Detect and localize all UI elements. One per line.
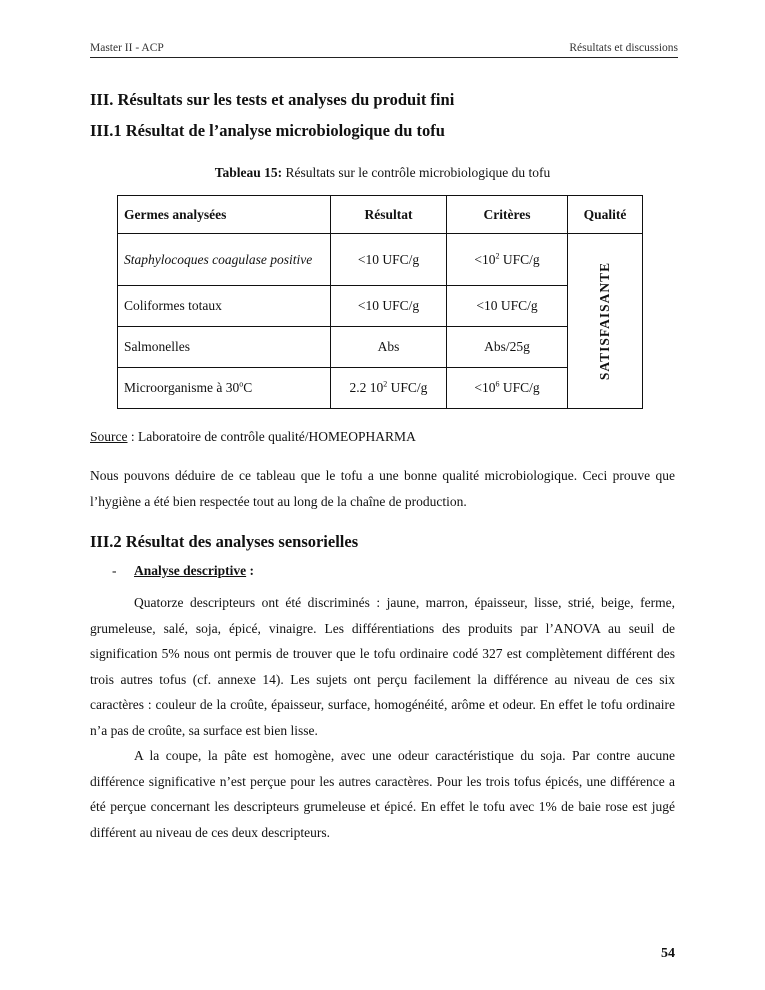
criteria-cell bbox=[447, 234, 568, 286]
page-header bbox=[90, 42, 678, 58]
criteria-cell bbox=[447, 368, 568, 409]
result-exponent: 2 bbox=[383, 379, 388, 389]
germ-cell bbox=[118, 368, 331, 409]
criteria-unit: UFC/g bbox=[499, 380, 540, 395]
germ-unit: C bbox=[243, 380, 253, 395]
result-cell: Abs bbox=[331, 327, 447, 368]
paragraph-conclusion: Nous pouvons déduire de ce tableau que le tofu a une bonne qualité microbiologique. Ceci prouve que l’hygiène a été bien respectée tout au long de la chaîne de production. bbox=[90, 468, 675, 509]
page-number: 54 bbox=[661, 946, 675, 961]
result-unit: UFC/g bbox=[387, 380, 428, 395]
microbiology-table bbox=[117, 195, 643, 409]
subsection-heading-sensory: III.2 Résultat des analyses sensorielles bbox=[90, 532, 359, 551]
subsection-heading-microbiology: III.1 Résultat de l’analyse microbiologique du tofu bbox=[90, 121, 445, 140]
criteria-text: <10 bbox=[474, 251, 496, 267]
quality-cell bbox=[568, 234, 643, 409]
paragraph-cut: A la coupe, la pâte est homogène, avec une odeur caractéristique du soja. Par contre aucune différence significative n’est perçue pour les autres caractères. Pour les trois tofus épicés, une différence a été perçue concernant les descripteurs grumeleuse et épicé. En effet le tofu avec 1% de baie rose est jugé différent au niveau de ces deux descripteurs. bbox=[90, 748, 675, 840]
table-caption-text: Résultats sur le contrôle microbiologique du tofu bbox=[282, 165, 551, 180]
bullet-label: Analyse descriptive bbox=[134, 563, 247, 578]
criteria-exponent: 2 bbox=[495, 251, 500, 260]
germ-cell: Salmonelles bbox=[118, 327, 331, 368]
criteria-cell: <10 UFC/g bbox=[447, 286, 568, 327]
column-header-result: Résultat bbox=[331, 196, 447, 234]
degree-symbol: o bbox=[239, 379, 244, 389]
table-header-row bbox=[118, 196, 643, 234]
result-cell: <10 UFC/g bbox=[331, 286, 447, 327]
column-header-germs: Germes analysées bbox=[118, 196, 331, 234]
table-row bbox=[118, 286, 643, 327]
table-caption bbox=[0, 165, 765, 181]
criteria-exponent: 6 bbox=[495, 379, 500, 389]
result-text: 2.2 10 bbox=[349, 380, 384, 395]
result-cell: <10 UFC/g bbox=[331, 234, 447, 286]
section-heading: III. Résultats sur les tests et analyses du produit fini bbox=[90, 90, 455, 109]
quality-verdict: SATISFAISANTE bbox=[597, 261, 612, 381]
source-label: Source bbox=[90, 429, 128, 444]
criteria-text: <10 bbox=[474, 380, 496, 395]
germ-text: Microorganisme à 30 bbox=[124, 380, 240, 395]
germ-cell: Coliformes totaux bbox=[118, 286, 331, 327]
header-course: Master II - ACP bbox=[90, 42, 164, 54]
table-row bbox=[118, 368, 643, 409]
paragraph-descriptors: Quatorze descripteurs ont été discriminés : jaune, marron, épaisseur, lisse, strié, beige, ferme, grumeleuse, salé, soja, épicé, vinaigre. Les différentiations des produits par l’ANOVA au seuil de signification 5% nous ont permis de trouver que le tofu ordinaire codé 327 est complètement différent des trois autres tofus (cf. annexe 14). Les sujets ont perçu facilement la différence au niveau de ces six caractères : couleur de la croûte, épaisseur, surface, homogénéité, arôme et odeur. En effet le tofu ordinaire n’a pas de croûte, sa surface est bien lisse. bbox=[90, 595, 675, 738]
criteria-unit: UFC/g bbox=[499, 251, 540, 267]
germ-cell: Staphylocoques coagulase positive bbox=[118, 234, 331, 286]
column-header-criteria: Critères bbox=[447, 196, 568, 234]
table-caption-label: Tableau 15: bbox=[214, 165, 283, 180]
criteria-cell: Abs/25g bbox=[447, 327, 568, 368]
source-text: : Laboratoire de contrôle qualité/HOMEOPHARMA bbox=[127, 429, 416, 444]
column-header-quality: Qualité bbox=[568, 196, 643, 234]
table-source bbox=[90, 429, 416, 445]
bullet-dash: - bbox=[112, 563, 117, 578]
bullet-item bbox=[112, 563, 254, 579]
table-row bbox=[118, 327, 643, 368]
table-row bbox=[118, 234, 643, 286]
result-cell bbox=[331, 368, 447, 409]
bullet-colon: : bbox=[246, 563, 254, 578]
header-section: Résultats et discussions bbox=[569, 42, 678, 54]
